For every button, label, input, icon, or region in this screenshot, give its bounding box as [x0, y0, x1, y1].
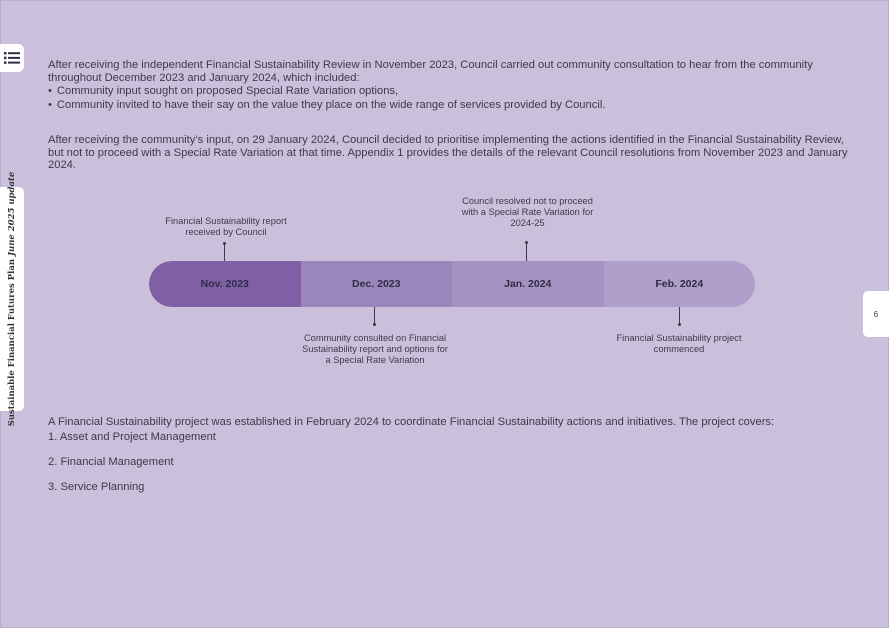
list-item: 1. Asset and Project Management [48, 431, 216, 443]
page-number: 6 [863, 291, 889, 337]
document-title: Sustainable Financial Futures Plan June 2025 update [7, 171, 17, 427]
timeline-note-nov: Financial Sustainability report received by Council [165, 216, 287, 237]
list-item: 2. Financial Management [48, 456, 174, 468]
timeline-dot [678, 323, 681, 326]
timeline-segment-feb-2024: Feb. 2024 [604, 261, 756, 307]
timeline-segment-jan-2024: Jan. 2024 [452, 261, 604, 307]
timeline-note-jan: Council resolved not to proceed with a Special Rate Variation for 2024-25 [461, 196, 594, 228]
timeline-connector [374, 307, 375, 324]
timeline-dot [223, 242, 226, 245]
list-item: 3. Service Planning [48, 481, 145, 493]
project-paragraph: A Financial Sustainability project was established in February 2024 to coordinate Financial Sustainability actions and initiatives. The project covers: [48, 416, 775, 429]
decision-paragraph: After receiving the community’s input, on 29 January 2024, Council decided to prioritise implementing the actions identified in the Financial Sustainability Review, but not to proceed with a Special Rate Variation at that time. Appendix 1 provides the details of the relevant Council resolutions from November 2023 and January 2024. [48, 134, 848, 172]
project-items-list [48, 430, 216, 505]
timeline-dot [373, 323, 376, 326]
timeline-connector [224, 244, 225, 261]
list-menu-icon [4, 51, 20, 65]
bullet-item: • Community invited to have their say on the value they place on the wide range of services provided by Council. [48, 99, 605, 113]
intro-paragraph: After receiving the independent Financial Sustainability Review in November 2023, Council carried out community consultation to hear from the community throughout December 2023 and January 2024, which included: [48, 59, 813, 84]
timeline-note-feb: Financial Sustainability project commenced [616, 333, 742, 354]
bullet-item: • Community input sought on proposed Special Rate Variation options, [48, 85, 605, 99]
consultation-bullets [48, 85, 605, 112]
timeline-segment-dec-2023: Dec. 2023 [301, 261, 453, 307]
timeline-note-dec: Community consulted on Financial Sustainability report and options for a Special Rate Variation [302, 333, 448, 365]
timeline-segment-nov-2023: Nov. 2023 [149, 261, 301, 307]
timeline-connector [526, 243, 527, 261]
timeline-bar [149, 261, 755, 307]
timeline-connector [679, 307, 680, 324]
document-title-tab [0, 171, 24, 427]
timeline-dot [525, 241, 528, 244]
table-of-contents-button[interactable] [0, 44, 24, 72]
